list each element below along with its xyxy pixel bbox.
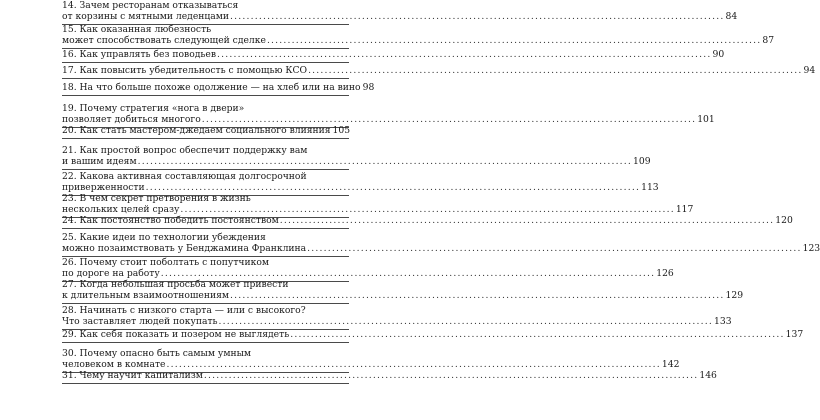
dot-leader: ........................................................................................................................ — [308, 65, 803, 76]
toc-page-number: 101 — [697, 114, 715, 125]
toc-page-number: 84 — [725, 11, 738, 22]
toc-page-number: 87 — [762, 35, 775, 46]
toc-entry-title-line: Что заставляет людей покупать — [62, 316, 218, 327]
dot-leader: ........................................................................................................................ — [218, 316, 713, 327]
toc-entry[interactable] — [62, 125, 349, 139]
toc-entry-title-line: нескольких целей сразу — [62, 204, 180, 215]
toc-entry-title-line: может способствовать следующей сделке — [62, 35, 266, 46]
toc-entry-last-line — [62, 65, 816, 76]
toc-entry-title-line: 26. Почему стоит поболтать с попутчиком — [62, 257, 270, 268]
toc-entry-title-line: позволяет добиться многого — [62, 114, 201, 125]
toc-entry-last-line — [62, 156, 651, 167]
toc-entry-last-line — [62, 204, 694, 215]
toc-entry-last-line — [62, 316, 732, 327]
toc-page-number: 109 — [633, 156, 651, 167]
toc-entry[interactable] — [62, 279, 744, 304]
toc-entry-last-line — [62, 182, 659, 193]
toc-entry-title-line: 18. На что больше похоже одолжение — на хлеб или на вино — [62, 82, 361, 93]
toc-entry-title-line: по дороге на работу — [62, 268, 160, 279]
dot-leader: ........................................................................................................................ — [217, 49, 712, 60]
dot-leader: ........................................................................................................................ — [166, 359, 661, 370]
toc-page-number: 133 — [714, 316, 732, 327]
toc-entry-last-line — [62, 329, 804, 340]
toc-entry-title-line: 20. Как стать мастером-джедаем социального влияния — [62, 125, 331, 136]
dot-leader: ........................................................................................................................ — [230, 11, 725, 22]
toc-page-number: 105 — [332, 125, 351, 136]
dot-leader: ........................................................................................................................ — [279, 215, 775, 226]
toc-entry-title-line: 25. Какие идеи по технологии убеждения — [62, 232, 266, 243]
toc-entry-last-line — [62, 49, 725, 60]
dot-leader: ........................................................................................................................ — [180, 204, 675, 215]
toc-entry-title-line: 15. Как оказанная любезность — [62, 24, 212, 35]
toc-entry-last-line — [62, 125, 349, 136]
toc-entry-last-line — [62, 268, 674, 279]
toc-page-number: 126 — [656, 268, 674, 279]
toc-entry-last-line — [62, 82, 375, 93]
toc-entry-title-line: 30. Почему опасно быть самым умным — [62, 348, 252, 359]
toc-entry[interactable] — [62, 215, 793, 229]
dot-leader: ........................................................................................................................ — [266, 35, 762, 46]
toc-page-number: 98 — [362, 82, 375, 93]
toc-entry-last-line — [62, 243, 820, 254]
toc-entry[interactable] — [62, 24, 775, 49]
toc-entry[interactable] — [62, 49, 725, 63]
toc-entry[interactable] — [62, 232, 820, 257]
dot-leader: ........................................................................................................................ — [307, 243, 802, 254]
dot-leader: ........................................................................................................................ — [160, 268, 656, 279]
dot-leader: ........................................................................................................................ — [203, 370, 699, 381]
toc-entry-title-line: приверженности — [62, 182, 145, 193]
toc-entry-title-line: 27. Когда небольшая просьба может привести — [62, 279, 289, 290]
toc-entry-title-line: 14. Зачем ресторанам отказываться — [62, 0, 239, 11]
toc-page-number: 146 — [699, 370, 717, 381]
toc-entry-last-line — [62, 370, 717, 381]
toc-entry-last-line — [62, 35, 775, 46]
toc-entry-title-line: 29. Как себя показать и позером не выглядеть — [62, 329, 290, 340]
toc-entry-title-line: 22. Какова активная составляющая долгосрочной — [62, 171, 307, 182]
toc-page-number: 142 — [661, 359, 680, 370]
toc-entry[interactable] — [62, 65, 816, 79]
toc-page-number: 137 — [785, 329, 804, 340]
dot-leader: ........................................................................................................................ — [290, 329, 785, 340]
toc-entry-title-line: от корзины с мятными леденцами — [62, 11, 230, 22]
toc-entry-title-line: 23. В чем секрет претворения в жизнь — [62, 193, 251, 204]
toc-page-number: 123 — [802, 243, 820, 254]
toc-entry-last-line — [62, 215, 793, 226]
toc-entry[interactable] — [62, 370, 717, 384]
toc-entry[interactable] — [62, 329, 804, 343]
toc-page-number: 113 — [641, 182, 659, 193]
dot-leader: ........................................................................................................................ — [201, 114, 697, 125]
toc-entry-title-line: 31. Чему научит капитализм — [62, 370, 203, 381]
toc-entry-title-line: 17. Как повысить убедительность с помощью КСО — [62, 65, 308, 76]
toc-entry[interactable] — [62, 145, 651, 170]
toc-entry-title-line: 21. Как простой вопрос обеспечит поддержку вам — [62, 145, 308, 156]
toc-entry-title-line: 16. Как управлять без поводьев — [62, 49, 217, 60]
toc-entry[interactable] — [62, 305, 732, 330]
toc-entry-last-line — [62, 11, 738, 22]
toc-page-number: 117 — [675, 204, 694, 215]
toc-page-number: 120 — [775, 215, 793, 226]
toc-page-number: 90 — [712, 49, 725, 60]
toc-entry-last-line — [62, 290, 744, 301]
dot-leader: ........................................................................................................................ — [145, 182, 641, 193]
toc-entry-title-line: можно позаимствовать у Бенджамина Франклина — [62, 243, 307, 254]
toc-entry-last-line — [62, 359, 680, 370]
toc-entry[interactable] — [62, 0, 738, 25]
toc-entry-last-line — [62, 114, 715, 125]
dot-leader: ........................................................................................................................ — [230, 290, 725, 301]
toc-entry[interactable] — [62, 82, 375, 96]
toc-entry-title-line: к длительным взаимоотношениям — [62, 290, 230, 301]
toc-page-number: 129 — [725, 290, 744, 301]
toc-entry-title-line: 19. Почему стратегия «нога в двери» — [62, 103, 245, 114]
toc-entry-title-line: и вашим идеям — [62, 156, 137, 167]
toc-entry-title-line: 28. Начинать с низкого старта — или с высокого? — [62, 305, 306, 316]
toc-entry-title-line: человеком в комнате — [62, 359, 166, 370]
toc-page-number: 94 — [803, 65, 816, 76]
toc-entry-title-line: 24. Как постоянство победить постоянством — [62, 215, 279, 226]
dot-leader: ........................................................................................................................ — [137, 156, 633, 167]
